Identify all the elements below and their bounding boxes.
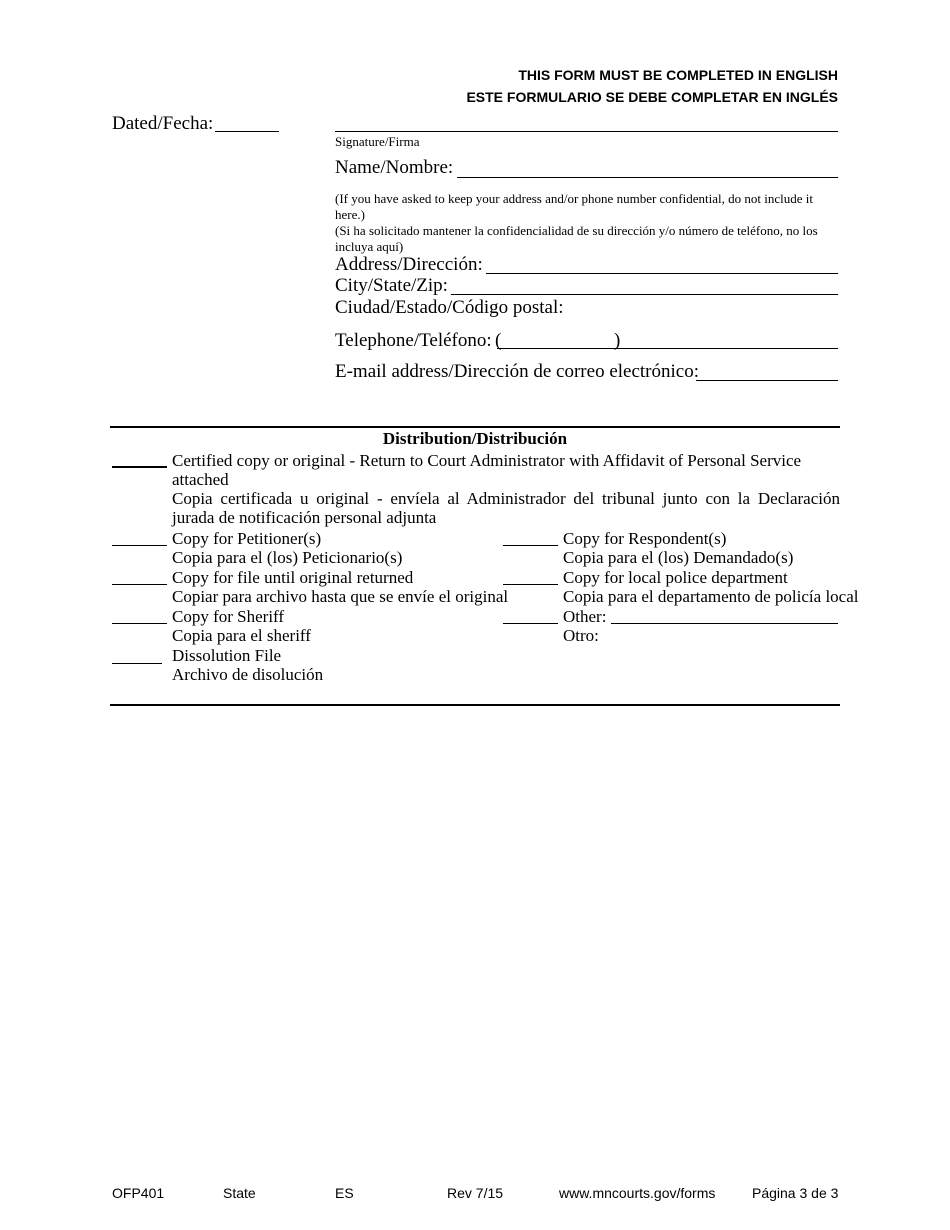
distribution-top-rule (110, 426, 840, 428)
header-spanish-notice: ESTE FORMULARIO SE DEBE COMPLETAR EN INGLÉS (466, 89, 838, 105)
address-field[interactable] (486, 273, 838, 274)
dated-label: Dated/Fecha: (112, 113, 214, 134)
footer-url: www.mncourts.gov/forms (559, 1185, 716, 1201)
address-label: Address/Dirección: (335, 254, 483, 275)
certified-es: Copia certificada u original - envíela al Administrador del tribunal junto con la Declaración jurada de notificación personal adjunta (172, 489, 840, 527)
telephone-close-paren: ) (614, 330, 621, 351)
file-copy-checkline[interactable] (112, 584, 167, 585)
signature-field[interactable] (335, 131, 838, 132)
petitioner-copy-en: Copy for Petitioner(s) (172, 529, 322, 548)
petitioner-copy-es: Copia para el (los) Peticionario(s) (172, 548, 403, 567)
dissolution-file-en: Dissolution File (172, 646, 282, 665)
email-field[interactable] (696, 380, 838, 381)
dissolution-checkline[interactable] (112, 663, 162, 664)
certified-checkline[interactable] (112, 466, 167, 468)
police-copy-en: Copy for local police department (563, 568, 788, 587)
name-label: Name/Nombre: (335, 157, 454, 178)
dated-field[interactable] (215, 131, 279, 132)
telephone-field[interactable] (497, 348, 838, 349)
city-label-es: Ciudad/Estado/Código postal: (335, 297, 564, 318)
footer-revision: Rev 7/15 (447, 1185, 504, 1201)
header-english-notice: THIS FORM MUST BE COMPLETED IN ENGLISH (518, 67, 838, 83)
other-label-en: Other: (563, 607, 607, 626)
confidential-note-es: (Si ha solicitado mantener la confidencialidad de su dirección y/o número de teléfono, no los incluya aquí) (335, 223, 818, 254)
respondent-copy-es: Copia para el (los) Demandado(s) (563, 548, 794, 567)
footer-form-id: OFP401 (112, 1185, 165, 1201)
footer-page-number: Página 3 de 3 (752, 1185, 839, 1201)
other-checkline[interactable] (503, 623, 558, 624)
certified-en: Certified copy or original - Return to Court Administrator with Affidavit of Personal Service attached (172, 451, 802, 489)
dissolution-file-es: Archivo de disolución (172, 665, 324, 684)
footer-language: ES (335, 1185, 354, 1201)
sheriff-checkline[interactable] (112, 623, 167, 624)
police-checkline[interactable] (503, 584, 558, 585)
name-field[interactable] (457, 177, 838, 178)
distribution-title: Distribution/Distribución (382, 429, 568, 448)
other-label-es: Otro: (563, 626, 599, 645)
police-copy-es: Copia para el departamento de policía local (563, 587, 859, 606)
sheriff-copy-en: Copy for Sheriff (172, 607, 285, 626)
file-copy-en: Copy for file until original returned (172, 568, 414, 587)
email-label: E-mail address/Dirección de correo electrónico: (335, 361, 699, 382)
confidential-note-en: (If you have asked to keep your address and/or phone number confidential, do not include it here.) (335, 191, 813, 222)
sheriff-copy-es: Copia para el sheriff (172, 626, 311, 645)
city-field[interactable] (451, 294, 838, 295)
telephone-label: Telephone/Teléfono: (335, 330, 492, 351)
respondent-copy-en: Copy for Respondent(s) (563, 529, 727, 548)
signature-label: Signature/Firma (335, 134, 420, 149)
city-label: City/State/Zip: (335, 275, 448, 296)
other-field[interactable] (611, 623, 838, 624)
respondent-checkline[interactable] (503, 545, 558, 546)
telephone-open-paren: ( (495, 330, 502, 351)
petitioner-checkline[interactable] (112, 545, 167, 546)
file-copy-es: Copiar para archivo hasta que se envíe el original (172, 587, 509, 606)
distribution-bottom-rule (110, 704, 840, 706)
footer-state: State (223, 1185, 256, 1201)
